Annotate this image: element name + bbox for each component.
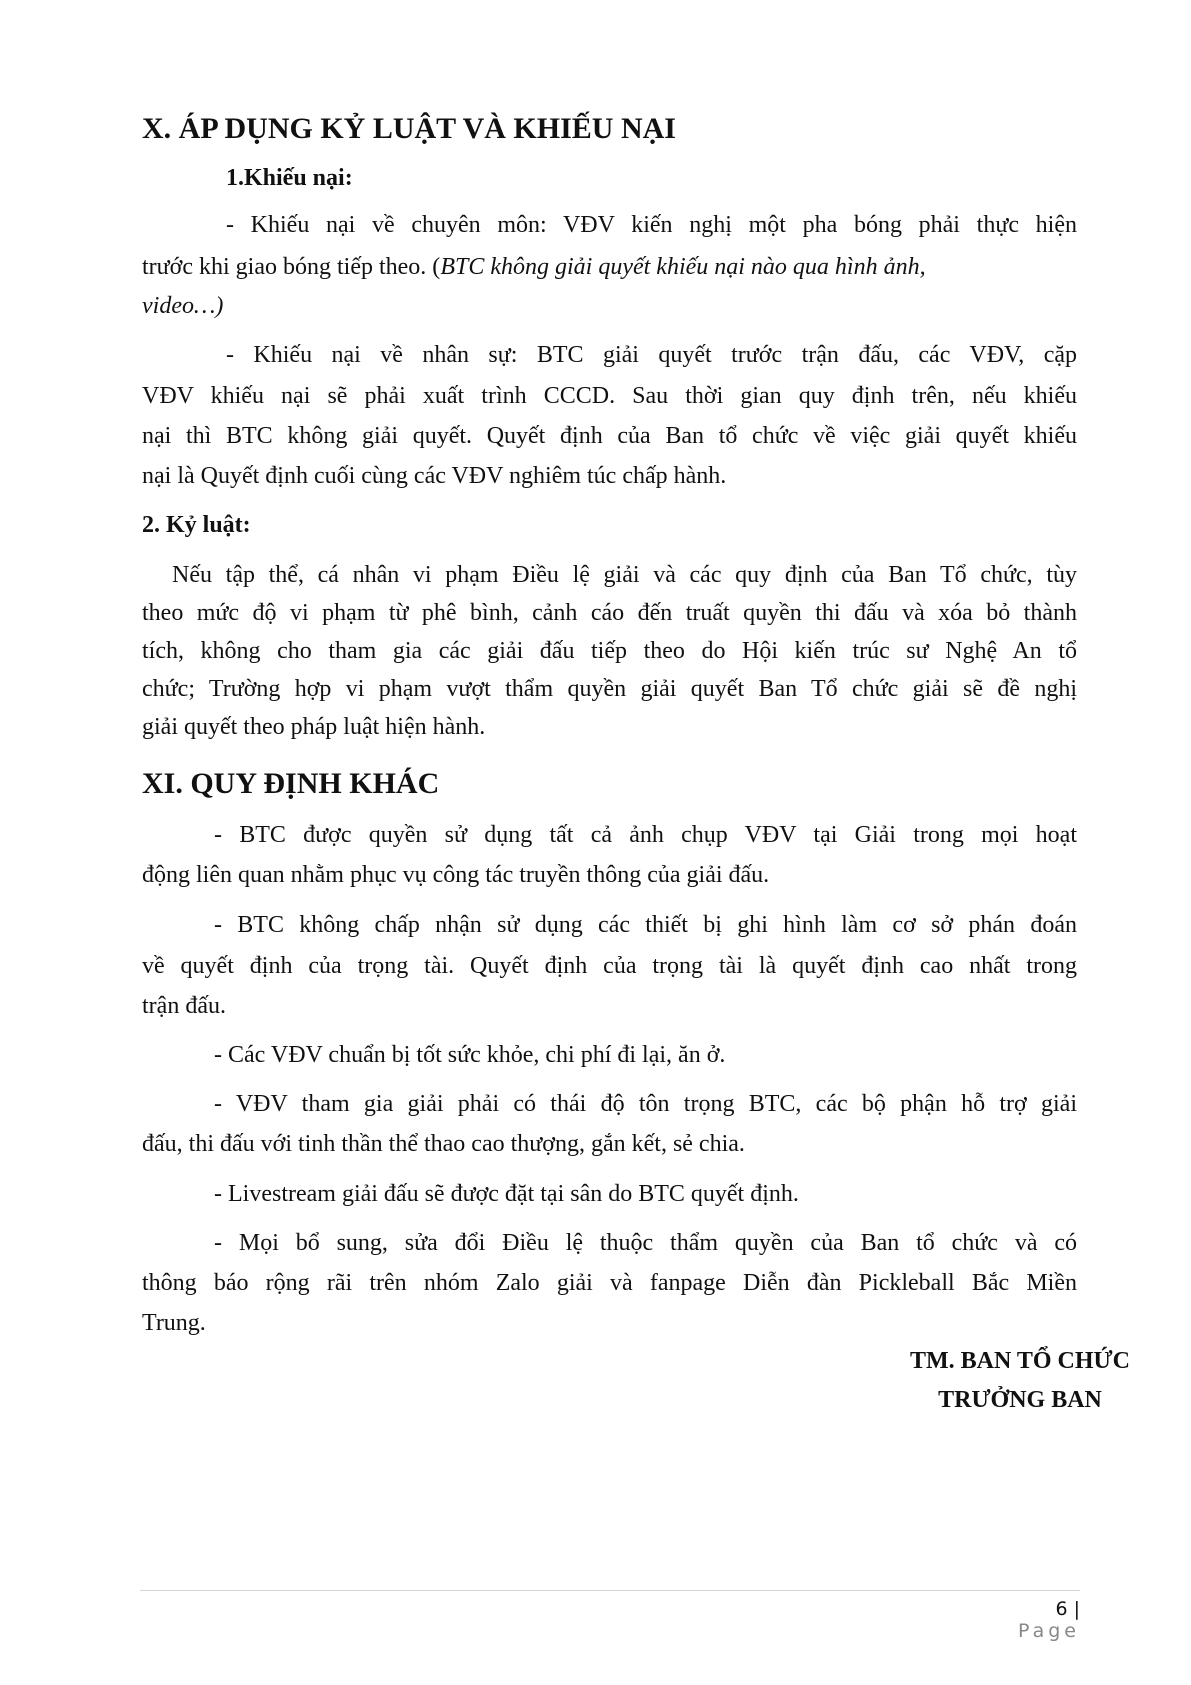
page-label: Page (1018, 1620, 1080, 1642)
paragraph-line: theo mức độ vi phạm từ phê bình, cảnh cáo đến truất quyền thi đấu và xóa bỏ thành (142, 600, 1077, 626)
footer-divider (140, 1590, 1080, 1591)
text-plain: trước khi giao bóng tiếp theo. ( (142, 254, 441, 280)
subsection-complaints-title: 1.Khiếu nại: (226, 165, 353, 191)
section-xi-title: XI. QUY ĐỊNH KHÁC (142, 767, 440, 800)
subsection-discipline-title: 2. Kỷ luật: (142, 512, 251, 538)
paragraph-line: - Khiếu nại về chuyên môn: VĐV kiến nghị một pha bóng phải thực hiện (226, 212, 1077, 238)
paragraph-line: VĐV khiếu nại sẽ phải xuất trình CCCD. Sau thời gian quy định trên, nếu khiếu (142, 383, 1077, 409)
paragraph-line (142, 254, 926, 281)
paragraph-line: - BTC được quyền sử dụng tất cả ảnh chụp VĐV tại Giải trong mọi hoạt (214, 822, 1077, 848)
signature-title: TRƯỞNG BAN (938, 1387, 1102, 1413)
paragraph-line: Nếu tập thể, cá nhân vi phạm Điều lệ giải và các quy định của Ban Tổ chức, tùy (172, 562, 1077, 588)
paragraph-line: trận đấu. (142, 993, 226, 1019)
paragraph-line: tích, không cho tham gia các giải đấu tiếp theo do Hội kiến trúc sư Nghệ An tổ (142, 638, 1077, 664)
page-footer (1000, 1598, 1080, 1642)
paragraph-line: giải quyết theo pháp luật hiện hành. (142, 714, 486, 740)
paragraph-line (142, 293, 223, 320)
text-italic: BTC không giải quyết khiếu nại nào qua hình ảnh, (440, 254, 926, 280)
paragraph-line: Trung. (142, 1310, 206, 1336)
text-italic: video…) (142, 293, 224, 319)
paragraph-line: đấu, thi đấu với tinh thần thể thao cao thượng, gắn kết, sẻ chia. (142, 1131, 745, 1157)
paragraph-line: nại thì BTC không giải quyết. Quyết định của Ban tổ chức về việc giải quyết khiếu (142, 423, 1077, 449)
paragraph-line: - Mọi bổ sung, sửa đổi Điều lệ thuộc thẩm quyền của Ban tổ chức và có (214, 1230, 1077, 1256)
paragraph-line: - Livestream giải đấu sẽ được đặt tại sân do BTC quyết định. (214, 1181, 799, 1207)
signature-organization: TM. BAN TỔ CHỨC (909, 1348, 1130, 1374)
section-x-title: X. ÁP DỤNG KỶ LUẬT VÀ KHIẾU NẠI (142, 112, 676, 145)
paragraph-line: - Các VĐV chuẩn bị tốt sức khỏe, chi phí đi lại, ăn ở. (214, 1042, 726, 1068)
paragraph-line: động liên quan nhằm phục vụ công tác truyền thông của giải đấu. (142, 862, 770, 888)
paragraph-line: thông báo rộng rãi trên nhóm Zalo giải và fanpage Diễn đàn Pickleball Bắc Miền (142, 1270, 1077, 1296)
paragraph-line: chức; Trường hợp vi phạm vượt thẩm quyền giải quyết Ban Tổ chức giải sẽ đề nghị (142, 676, 1077, 702)
page-separator: | (1073, 1598, 1080, 1620)
paragraph-line: - BTC không chấp nhận sử dụng các thiết bị ghi hình làm cơ sở phán đoán (214, 912, 1077, 938)
paragraph-line: - Khiếu nại về nhân sự: BTC giải quyết trước trận đấu, các VĐV, cặp (226, 342, 1077, 368)
paragraph-line: nại là Quyết định cuối cùng các VĐV nghiêm túc chấp hành. (142, 463, 727, 489)
paragraph-line: - VĐV tham gia giải phải có thái độ tôn trọng BTC, các bộ phận hỗ trợ giải (214, 1091, 1077, 1117)
paragraph-line: về quyết định của trọng tài. Quyết định của trọng tài là quyết định cao nhất trong (142, 953, 1077, 979)
page-number: 6 (1055, 1598, 1068, 1620)
